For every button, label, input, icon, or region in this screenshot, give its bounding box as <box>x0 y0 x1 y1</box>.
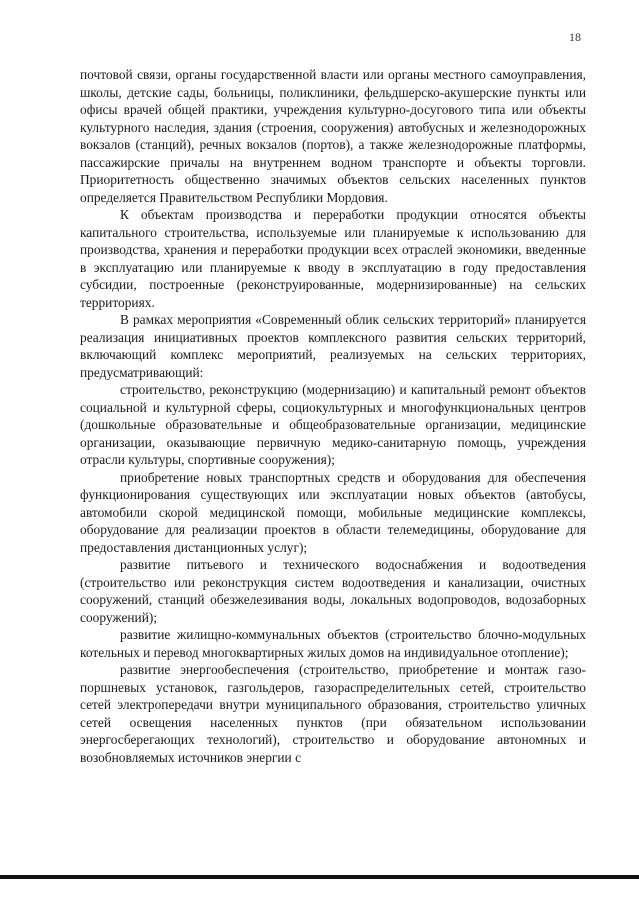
paragraph: В рамках мероприятия «Современный облик сельских территорий» планируется реализация инициативных проектов комплексного развития сельских территорий, включающий комплекс мероприятий, реализуемых на сельских территориях, предусматривающий: <box>80 312 586 380</box>
paragraph: приобретение новых транспортных средств и оборудования для обеспечения функционирования существующих или эксплуатации новых объектов (автобусы, автомобили скорой медицинской помощи, мобильные медицинские комплексы, оборудование для реализации проектов в области телемедицины, оборудование для предоставления дистанционных услуг); <box>80 469 586 555</box>
paragraph: строительство, реконструкцию (модернизацию) и капитальный ремонт объектов социальной и культурной сферы, социокультурных и многофункциональных центров (дошкольные образовательные и общеобразовательные организации, медицинские организации, оказывающие первичную медико-санитарную помощь, учреждения отрасли культуры, спортивные сооружения); <box>80 382 586 467</box>
paragraph: развитие энергообеспечения (строительство, приобретение и монтаж газо-поршневых установок, газгольдеров, газораспределительных сетей, строительство сетей электропередачи внутри муниципального образования, строительство уличных сетей освещения населенных пунктов (при обязательном использовании энергосберегающих технологий), строительство и оборудование автономных и возобновляемых источников энергии с <box>80 662 586 765</box>
page-number: 18 <box>569 30 581 44</box>
paragraph: развитие жилищно-коммунальных объектов (строительство блочно-модульных котельных и перевод многоквартирных жилых домов на индивидуальное отопление); <box>80 627 586 660</box>
scan-edge-bar <box>0 875 639 879</box>
paragraph: почтовой связи, органы государственной власти или органы местного самоуправления, школы, детские сады, больницы, поликлиники, фельдшерско-акушерские пункты или офисы врачей общей практики, учреждения культурно-досугового типа или объекты культурного наследия, здания (строения, сооружения) автобусных и железнодорожных вокзалов (станций), речных вокзалов (портов), а также железнодорожные платформы, пассажирские причалы на внутреннем водном транспорте и объекты торговли. Приоритетность общественно значимых объектов сельских населенных пунктов определяется Правительством Республики Мордовия. <box>80 67 586 205</box>
document-body <box>80 66 586 766</box>
paragraph: К объектам производства и переработки продукции относятся объекты капитального строительства, используемые или планируемые к использованию для производства, хранения и переработки продукции всех отраслей экономики, введенные в эксплуатацию или планируемые к вводу в эксплуатацию в году предоставления субсидии, построенные (реконструированные, модернизированные) на сельских территориях. <box>80 207 586 310</box>
paragraph: развитие питьевого и технического водоснабжения и водоотведения (строительство или реконструкция систем водоотведения и канализации, очистных сооружений, станций обезжелезивания воды, локальных водопроводов, водозаборных сооружений); <box>80 557 586 625</box>
